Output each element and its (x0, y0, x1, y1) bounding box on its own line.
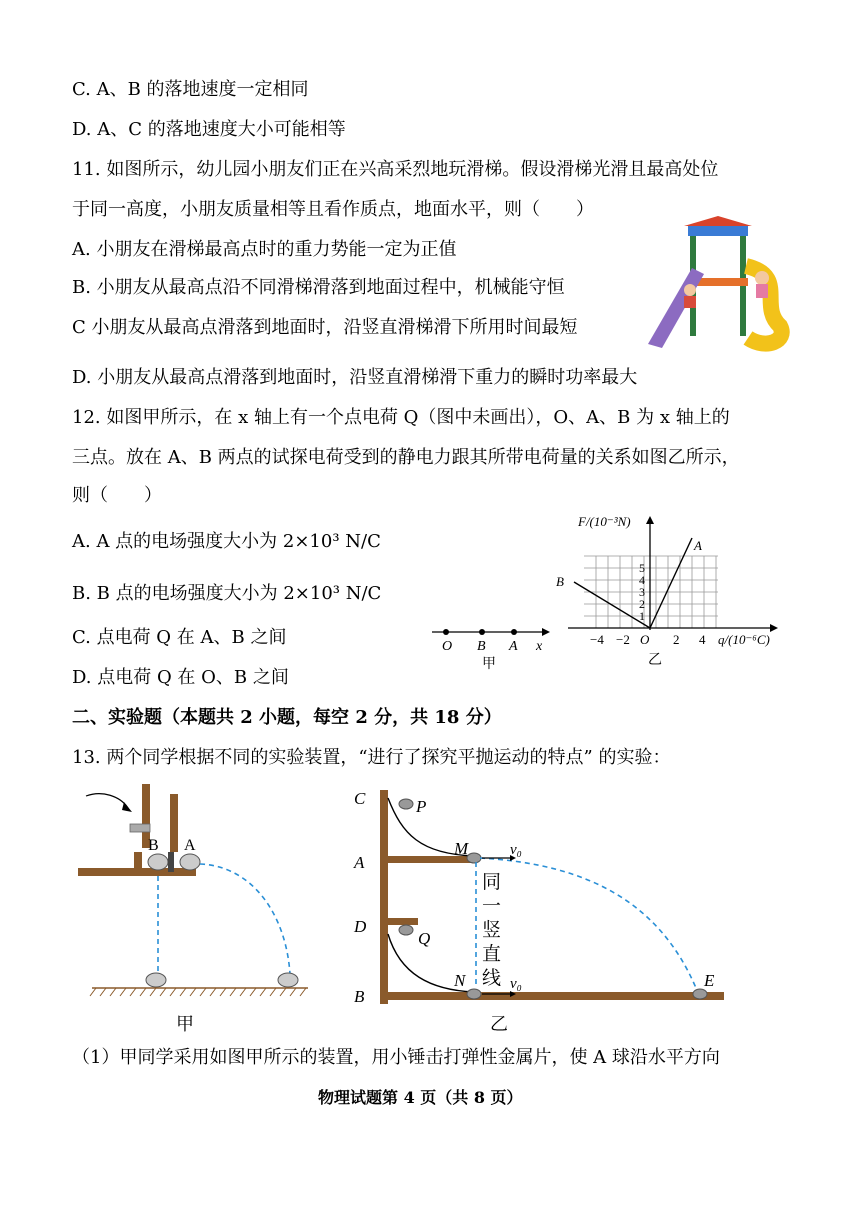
fig13-jia-label-a: A (184, 837, 196, 854)
fig13-jia (72, 784, 312, 1034)
fig12-yi-ytick-4: 4 (639, 573, 645, 587)
q11-stem-2: 于同一高度，小朋友质量相等且看作质点，地面水平，则（ ） (72, 199, 594, 220)
section-2-heading: 二、实验题（本题共 2 小题，每空 2 分，共 18 分） (72, 707, 502, 728)
q13-part1: （1）甲同学采用如图甲所示的装置，用小锤击打弹性金属片，使 A 球沿水平方向 (72, 1047, 720, 1068)
q11-stem-1: 11. 如图所示，幼儿园小朋友们正在兴高采烈地玩滑梯。假设滑梯光滑且最高处位 (72, 159, 719, 180)
fig13-yi-label-a: A (354, 853, 365, 872)
fig12-yi-line-a-label: A (694, 538, 702, 553)
fig12-yi-xlabel: q/(10⁻⁶C) (718, 632, 770, 647)
q12-option-a: A. A 点的电场强度大小为 2×10³ N/C (72, 531, 381, 552)
fig12-yi-ytick-1: 1 (639, 609, 645, 623)
fig13-yi-label-d: D (354, 917, 367, 936)
fig13-yi-vertical-text-1: 同 (482, 872, 502, 893)
fig12-yi-ylabel: F/(10⁻³N) (578, 514, 631, 529)
fig13-yi-v0-bottom: v₀ (510, 976, 522, 992)
fig13-yi-vertical-text-4: 直 (482, 944, 502, 965)
fig13-yi-label-n: N (454, 971, 466, 990)
fig12-jia-label-a: A (509, 639, 518, 654)
fig13-yi-caption: 乙 (490, 1014, 508, 1034)
q12-option-d: D. 点电荷 Q 在 O、B 之间 (72, 667, 289, 688)
fig13-yi-vertical-text-2: 一 (482, 896, 502, 917)
q12-option-c: C. 点电荷 Q 在 A、B 之间 (72, 627, 287, 648)
q13-stem: 13. 两个同学根据不同的实验装置，“进行了探究平抛运动的特点” 的实验： (72, 747, 671, 768)
slide-illustration (648, 216, 788, 356)
fig12-yi-xtick-m4: −4 (590, 632, 604, 647)
fig12-yi-xtick-4: 4 (699, 632, 706, 647)
q12-stem-1: 12. 如图甲所示，在 x 轴上有一个点电荷 Q（图中未画出），O、A、B 为 x 轴上的 (72, 407, 730, 428)
fig13-yi-label-q: Q (418, 929, 431, 948)
option-d-line: D. A、C 的落地速度大小可能相等 (72, 119, 346, 140)
fig12-yi-line-b-label: B (556, 574, 564, 589)
fig13-jia-caption: 甲 (176, 1014, 194, 1034)
fig12-yi-ytick-3: 3 (639, 585, 645, 599)
fig12-jia-label-b: B (477, 639, 486, 654)
q12-option-b: B. B 点的电场强度大小为 2×10³ N/C (72, 583, 382, 604)
page-footer: 物理试题第 4 页（共 8 页） (318, 1088, 523, 1107)
q12-stem-2: 三点。放在 A、B 两点的试探电荷受到的静电力跟其所带电荷量的关系如图乙所示， (72, 447, 740, 468)
q11-option-c: C 小朋友从最高点滑落到地面时，沿竖直滑梯滑下所用时间最短 (72, 317, 578, 338)
q11-option-d: D. 小朋友从最高点滑落到地面时，沿竖直滑梯滑下重力的瞬时功率最大 (72, 367, 638, 388)
fig13-yi-label-b: B (354, 987, 365, 1006)
fig13-yi-label-p: P (416, 797, 427, 816)
fig12-yi-ytick-5: 5 (639, 561, 645, 575)
fig13-yi-label-c: C (354, 789, 366, 808)
fig13-yi (350, 784, 740, 1034)
fig12-jia-axis (430, 622, 560, 672)
q12-stem-3: 则（ ） (72, 485, 162, 506)
fig12-jia-label-x: x (536, 639, 543, 654)
fig12-yi-caption: 乙 (648, 653, 662, 668)
q11-option-b: B. 小朋友从最高点沿不同滑梯滑落到地面过程中，机械能守恒 (72, 277, 565, 298)
fig12-yi-xtick-2: 2 (673, 632, 680, 647)
fig13-yi-vertical-text-3: 竖 (482, 920, 502, 941)
fig12-yi-chart (548, 510, 788, 670)
fig12-yi-ytick-2: 2 (639, 597, 645, 611)
fig12-yi-xtick-o: O (640, 632, 650, 647)
fig13-jia-label-b: B (148, 837, 159, 854)
fig12-jia-label-o: O (442, 639, 453, 654)
option-c-line: C. A、B 的落地速度一定相同 (72, 79, 309, 100)
fig13-yi-label-m: M (454, 839, 469, 858)
fig13-yi-label-e: E (704, 971, 715, 990)
q11-option-a: A. 小朋友在滑梯最高点时的重力势能一定为正值 (72, 239, 457, 260)
fig13-yi-vertical-text-5: 线 (482, 968, 502, 989)
fig13-yi-v0-top: v₀ (510, 842, 522, 858)
fig12-yi-xtick-m2: −2 (616, 632, 630, 647)
fig12-jia-caption: 甲 (482, 657, 496, 672)
